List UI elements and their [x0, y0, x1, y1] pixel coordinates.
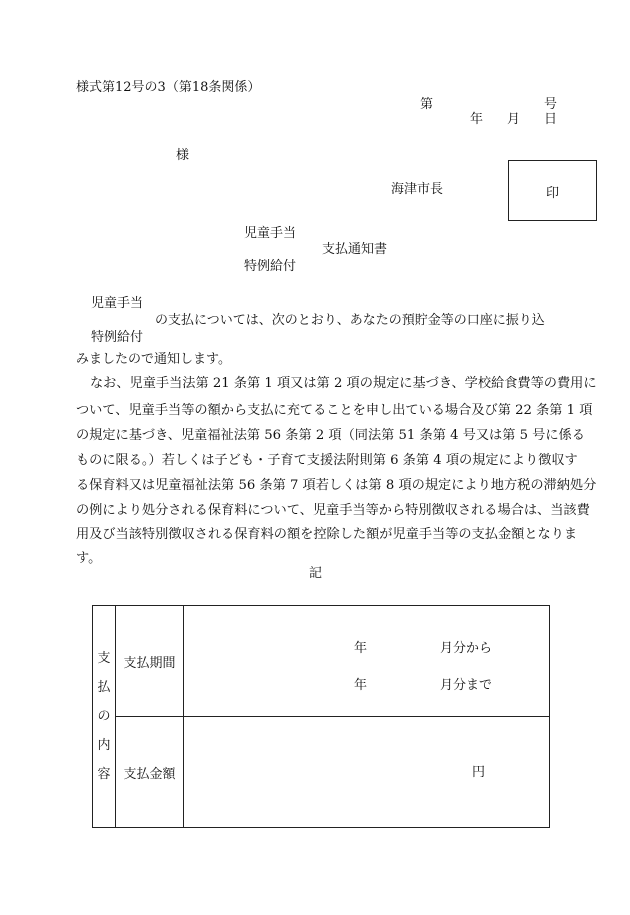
note-line: の例により処分される保育料について、児童手当等から特別徴収される場合は、当該費 — [76, 503, 590, 518]
note-line: ついて、児童手当等の額から支払に充てることを申し出ている場合及び第 22 条第 1 項 — [76, 403, 593, 418]
note-line: の規定に基づき、児童福祉法第 56 条第 2 項（同法第 51 条第 4 号又は第 5 号に係る — [76, 428, 585, 443]
period-to: 月分まで — [440, 678, 493, 693]
intro-line-c: 特例給付 — [91, 330, 144, 345]
ki-heading: 記 — [309, 566, 323, 581]
amount-value — [184, 717, 550, 828]
intro-line-b: の支払については、次のとおり、あなたの預貯金等の口座に振り込 — [155, 313, 545, 328]
issuer-name: 海津市長 — [391, 182, 444, 197]
seal-box — [508, 160, 597, 221]
period-year-2: 年 — [354, 678, 368, 693]
intro-line-a: 児童手当 — [91, 296, 144, 311]
date-year: 年 — [470, 112, 484, 127]
payment-table — [92, 605, 550, 828]
side-char: 支 — [97, 650, 111, 666]
note-line: 用及び当該特別徴収される保育料の額を控除した額が児童手当等の支払金額となりま — [76, 527, 578, 542]
title-line2: 特例給付 — [244, 259, 297, 274]
side-label — [93, 606, 116, 828]
number-prefix: 第 — [420, 97, 434, 112]
note-line: る保育料又は児童福祉法第 56 条第 7 項若しくは第 8 項の規定により地方税の滞納処分 — [76, 478, 597, 493]
side-char: の — [97, 708, 111, 724]
amount-label: 支払金額 — [116, 717, 184, 828]
period-label: 支払期間 — [116, 606, 184, 717]
document-title: 支払通知書 — [322, 242, 388, 257]
side-char: 内 — [97, 737, 111, 753]
note-line: なお、児童手当法第 21 条第 1 項又は第 2 項の規定に基づき、学校給食費等の費用に — [90, 376, 597, 391]
seal-label: 印 — [546, 186, 560, 201]
form-label: 様式第12号の3（第18条関係） — [76, 80, 261, 95]
addressee-suffix: 様 — [176, 148, 190, 163]
side-char: 容 — [97, 766, 111, 782]
note-line: す。 — [76, 551, 102, 566]
date-day: 日 — [544, 112, 558, 127]
period-from: 月分から — [440, 641, 493, 656]
number-suffix: 号 — [544, 97, 558, 112]
intro-line-d: みましたので通知します。 — [76, 352, 231, 367]
side-char: 払 — [97, 679, 111, 695]
title-line1: 児童手当 — [244, 226, 297, 241]
date-month: 月 — [507, 112, 521, 127]
period-year-1: 年 — [354, 641, 368, 656]
period-value — [184, 606, 550, 717]
amount-unit: 円 — [472, 765, 486, 780]
note-line: ものに限る。）若しくは子ども・子育て支援法附則第 6 条第 4 項の規定により徴収す — [76, 453, 578, 468]
